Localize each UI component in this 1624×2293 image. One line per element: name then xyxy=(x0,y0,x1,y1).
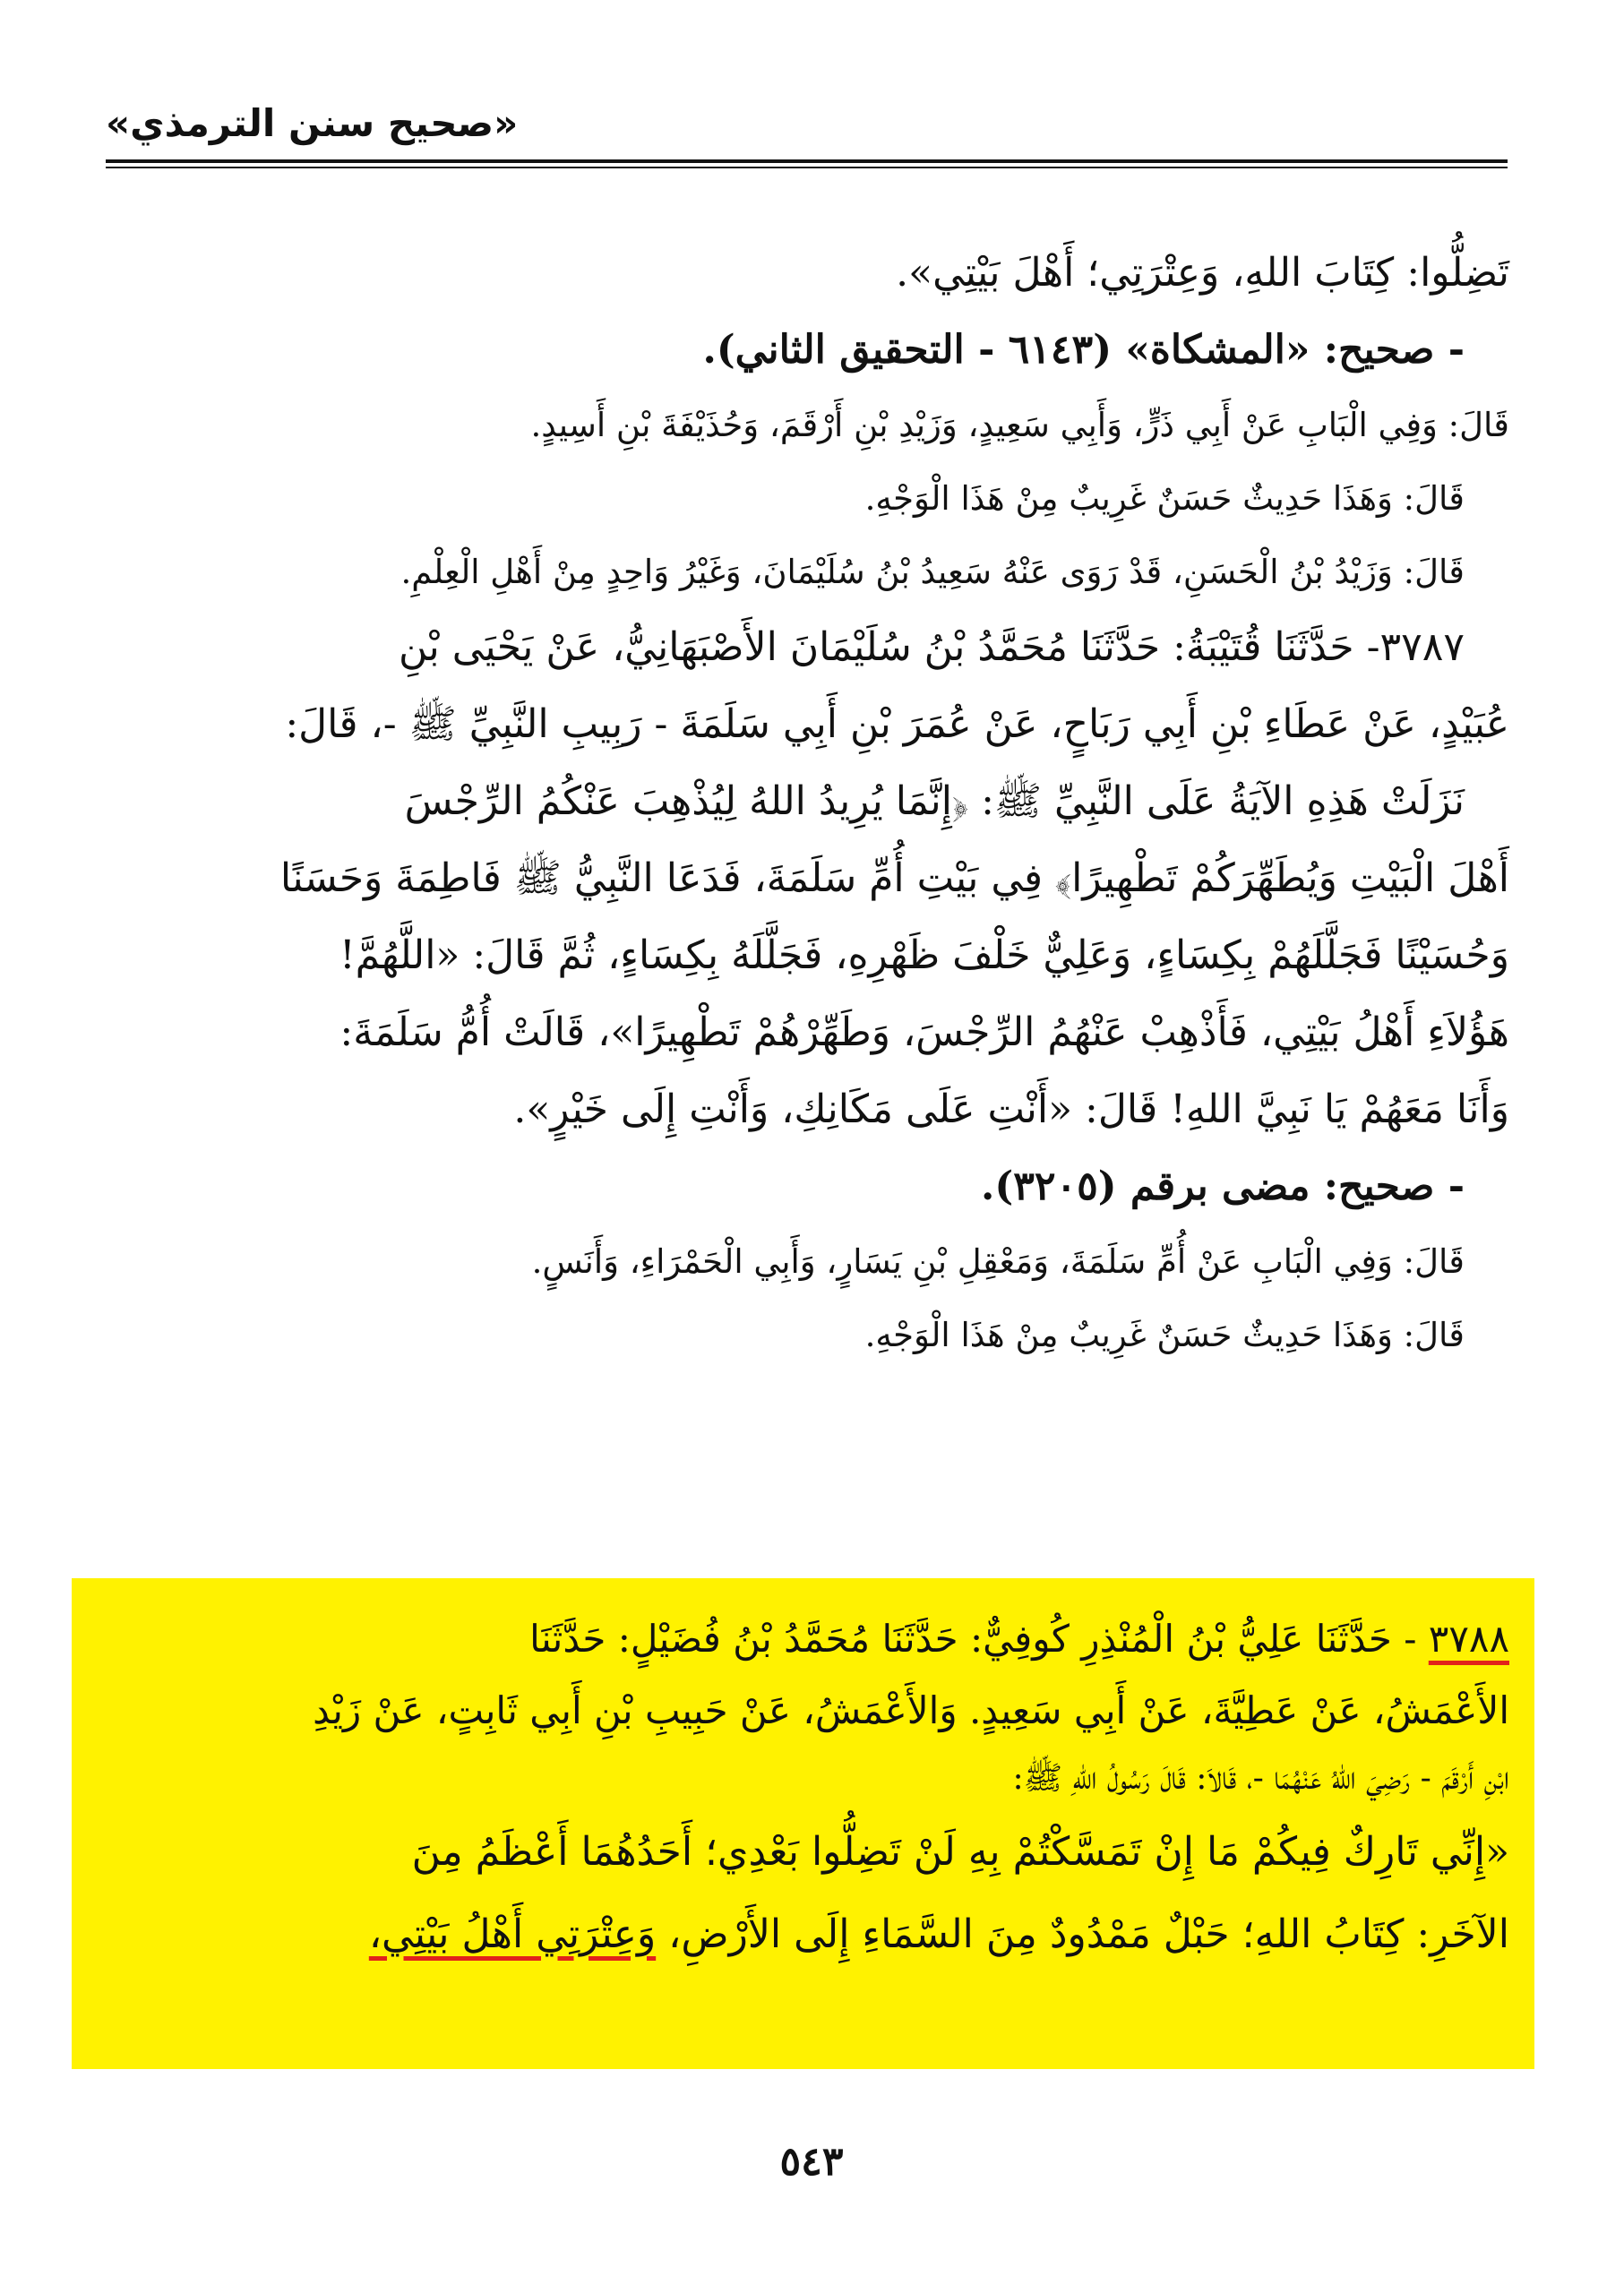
text-line: أَهْلَ الْبَيْتِ وَيُطَهِّرَكُمْ تَطْهِيرًا﴾ فِي بَيْتِ أُمِّ سَلَمَةَ، فَدَعَا النَّبِيُّ ﷺ فَاطِمَةَ وَحَسَنًا xyxy=(279,855,1509,901)
text-line: وَحُسَيْنًا فَجَلَّلَهُمْ بِكِسَاءٍ، وَعَلِيٌّ خَلْفَ ظَهْرِهِ، فَجَلَّلَهُ بِكِسَاءٍ، ثُمَّ قَالَ: «اللَّهُمَّ! xyxy=(339,932,1509,978)
hadith-3788-line xyxy=(112,1603,1509,1675)
running-header-title: «صحيح سنن الترمذي» xyxy=(106,101,519,145)
header-rule-thick xyxy=(106,159,1508,163)
grading-note: - صحيح: مضى برقم (٣٢٠٥). xyxy=(981,1164,1465,1209)
underlined-phrase: وَعِتْرَتِي أَهْلُ بَيْتِي، xyxy=(368,1911,657,1957)
hadith-number-underlined: ٣٧٨٨ xyxy=(1428,1617,1509,1661)
hadith-3787-start: ٣٧٨٧- حَدَّثَنَا قُتَيْبَةُ: حَدَّثَنَا مُحَمَّدُ بْنُ سُلَيْمَانَ الأَصْبَهَانِيُّ، عَنْ يَحْيَى بْنِ xyxy=(399,624,1465,670)
text-span: الآخَرِ: كِتَابُ اللهِ؛ حَبْلٌ مَمْدُودٌ مِنَ السَّمَاءِ إِلَى الأَرْضِ، xyxy=(656,1911,1509,1957)
text-line: هَؤُلاَءِ أَهْلُ بَيْتِي، فَأَذْهِبْ عَنْهُمُ الرِّجْسَ، وَطَهِّرْهُمْ تَطْهِيرًا»، قَالَتْ أُمُّ سَلَمَةَ: xyxy=(339,1009,1509,1055)
text-line: قَالَ: وَهَذَا حَدِيثٌ حَسَنٌ غَرِيبٌ مِنْ هَذَا الْوَجْهِ. xyxy=(864,479,1465,518)
text-line xyxy=(112,1894,1509,1976)
text-line: قَالَ: وَزَيْدُ بْنُ الْحَسَنِ، قَدْ رَوَى عَنْهُ سَعِيدُ بْنُ سُلَيْمَانَ، وَغَيْرُ وَاحِدٍ مِنْ أَهْلِ الْعِلْمِ. xyxy=(400,553,1465,591)
highlighted-passage xyxy=(112,1603,1509,1976)
text-line: قَالَ: وَفِي الْبَابِ عَنْ أُمِّ سَلَمَةَ، وَمَعْقِلِ بْنِ يَسَارٍ، وَأَبِي الْحَمْرَاءِ، وَأَنَسٍ. xyxy=(531,1242,1465,1281)
text-line: الأَعْمَشُ، عَنْ عَطِيَّةَ، عَنْ أَبِي سَعِيدٍ. وَالأَعْمَشُ، عَنْ حَبِيبِ بْنِ أَبِي ثَابِتٍ، عَنْ زَيْدِ xyxy=(313,1688,1509,1732)
grading-note: - صحيح: «المشكاة» (٦١٤٣ - التحقيق الثاني). xyxy=(702,327,1465,373)
text-line: تَضِلُّوا: كِتَابَ اللهِ، وَعِتْرَتِي؛ أَهْلَ بَيْتِي». xyxy=(896,250,1509,296)
text-line: نَزَلَتْ هَذِهِ الآيَةُ عَلَى النَّبِيِّ ﷺ: ﴿إِنَّمَا يُرِيدُ اللهُ لِيُذْهِبَ عَنْكُمُ الرِّجْسَ xyxy=(404,778,1465,824)
text-line: ابْنِ أَرْقَمَ - رَضِيَ اللهُ عَنْهُمَا -، قَالاَ: قَالَ رَسُولُ اللهِ ﷺ: xyxy=(1012,1760,1509,1797)
text-line: قَالَ: وَفِي الْبَابِ عَنْ أَبِي ذَرٍّ، وَأَبِي سَعِيدٍ، وَزَيْدِ بْنِ أَرْقَمَ، وَحُذَيْفَةَ بْنِ أَسِيدٍ. xyxy=(530,406,1509,444)
text-line: عُبَيْدٍ، عَنْ عَطَاءِ بْنِ أَبِي رَبَاحٍ، عَنْ عُمَرَ بْنِ أَبِي سَلَمَةَ - رَبِيبِ النَّبِيِّ ﷺ -، قَالَ: xyxy=(285,701,1509,747)
page-body xyxy=(107,235,1509,1372)
header-rule-thin xyxy=(106,167,1508,168)
text-line: قَالَ: وَهَذَا حَدِيثٌ حَسَنٌ غَرِيبٌ مِنْ هَذَا الْوَجْهِ. xyxy=(864,1316,1465,1354)
page-number: ٥٤٣ xyxy=(779,2139,844,2185)
text-line: وَأَنَا مَعَهُمْ يَا نَبِيَّ اللهِ! قَالَ: «أَنْتِ عَلَى مَكَانِكِ، وَأَنْتِ إِلَى خَيْرٍ». xyxy=(513,1086,1509,1132)
text-span: - حَدَّثَنَا عَلِيُّ بْنُ الْمُنْذِرِ كُوفِيٌّ: حَدَّثَنَا مُحَمَّدُ بْنُ فُضَيْلٍ: حَدَّثَنَا xyxy=(529,1617,1429,1661)
text-line: «إِنِّي تَارِكٌ فِيكُمْ مَا إِنْ تَمَسَّكْتُمْ بِهِ لَنْ تَضِلُّوا بَعْدِي؛ أَحَدُهُمَا أَعْظَمُ مِنَ xyxy=(411,1829,1509,1875)
